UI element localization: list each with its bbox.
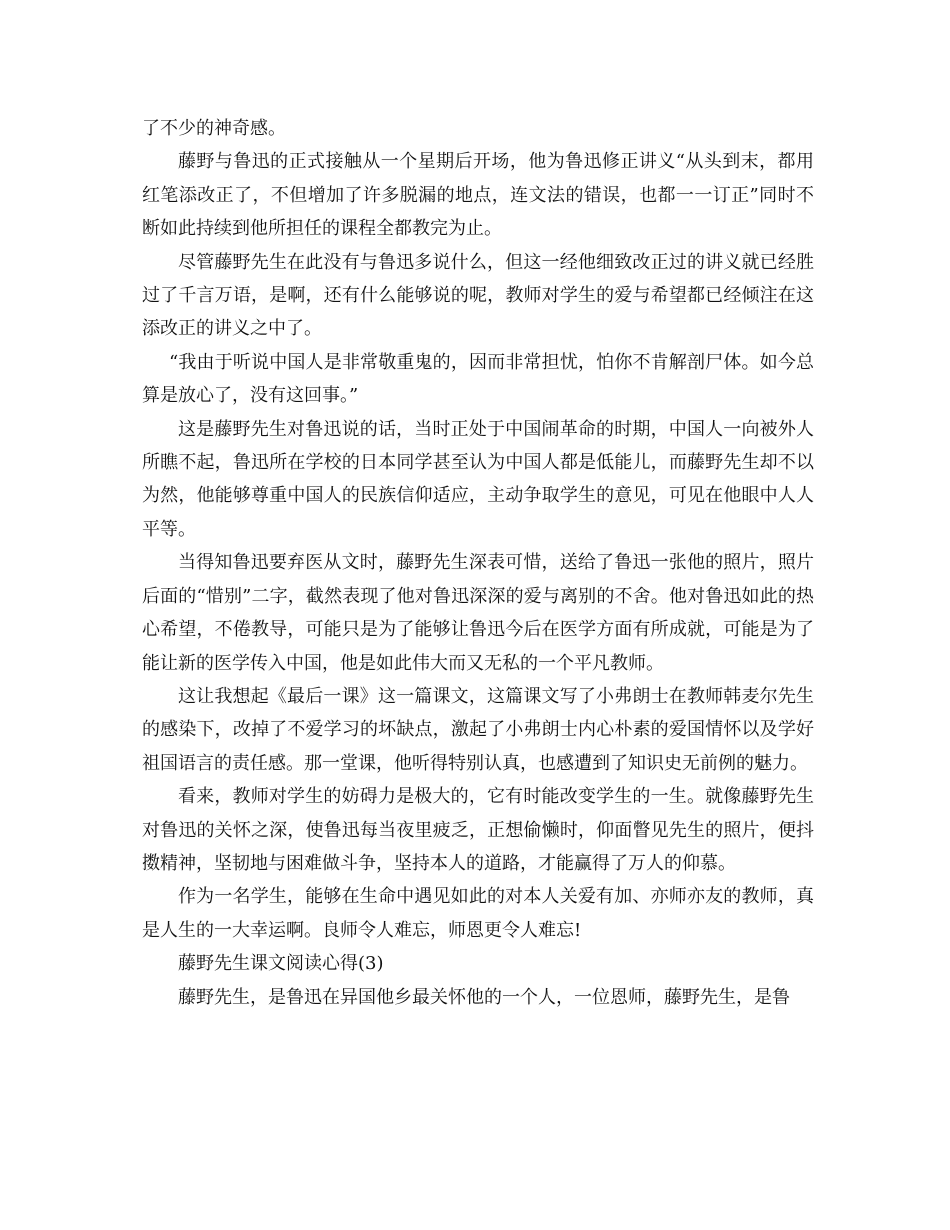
paragraph-fortune: 作为一名学生，能够在生命中遇见如此的对本人关爱有加、亦师亦友的教师，真是人生的一大幸运啊。良师令人难忘，师恩更令人难忘! (142, 886, 814, 941)
paragraph-corrected-notes: 尽管藤野先生在此没有与鲁迅多说什么，但这一经他细致改正过的讲义就已经胜过了千言万语，是啊，还有什么能够说的呢，教师对学生的爱与希望都已经倾注在这添改正的讲义之中了。 (142, 251, 814, 340)
section-heading: 藤野先生课文阅读心得(3) (178, 953, 384, 975)
paragraph-quote: “我由于听说中国人是非常敬重鬼的，因而非常担忧，怕你不肯解剖尸体。如今总算是放心了，没有这回事。” (142, 351, 814, 407)
paragraph-lecture-notes: 藤野与鲁迅的正式接触从一个星期后开场，他为鲁迅修正讲义“从头到末，都用红笔添改正了，不但增加了许多脱漏的地点，连文法的错误，也都一一订正”同时不断如此持续到他所担任的课程全都教完为止。 (142, 151, 814, 240)
paragraph-equality: 这是藤野先生对鲁迅说的话，当时正处于中国闹革命的时期，中国人一向被外人所瞧不起，鲁迅所在学校的日本同学甚至认为中国人都是低能儿，而藤野先生却不以为然，他能够尊重中国人的民族信仰适应，主动争取学生的意见，可见在他眼中人人平等。 (142, 418, 814, 540)
paragraph-section-start: 藤野先生，是鲁迅在异国他乡最关怀他的一个人，一位恩师，藤野先生，是鲁 (178, 986, 790, 1008)
paragraph-last-lesson: 这让我想起《最后一课》这一篇课文，这篇课文写了小弗朗士在教师韩麦尔先生的感染下，改掉了不爱学习的坏缺点，激起了小弗朗士内心朴素的爱国情怀以及学好祖国语言的责任感。那一堂课，他听得特别认真，也感遭到了知识史无前例的魅力。 (142, 685, 814, 774)
paragraph-influence: 看来，教师对学生的妨碍力是极大的，它有时能改变学生的一生。就像藤野先生对鲁迅的关怀之深，使鲁迅每当夜里疲乏，正想偷懒时，仰面瞥见先生的照片，便抖擞精神，坚韧地与困难做斗争，坚持本人的道路，才能赢得了万人的仰慕。 (142, 786, 814, 874)
paragraph-continuation: 了不少的神奇感。 (142, 118, 286, 139)
paragraph-farewell: 当得知鲁迅要弃医从文时，藤野先生深表可惜，送给了鲁迅一张他的照片，照片后面的“惜别”二字，截然表现了他对鲁迅深深的爱与离别的不舍。他对鲁迅如此的热心希望，不倦教导，可能只是为了能够让鲁迅今后在医学方面有所成就，可能是为了能让新的医学传入中国，他是如此伟大而又无私的一个平凡教师。 (142, 552, 814, 674)
document-body (142, 112, 814, 1014)
